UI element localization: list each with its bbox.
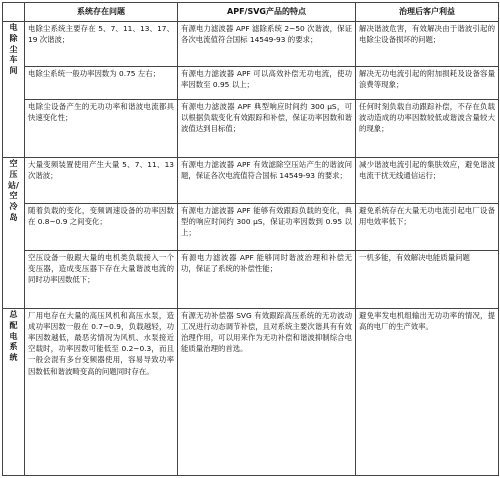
- feature-cell: 有源电力滤波器 APF 典型响应时间约 300 μS，可以根据负载变化有效跟踪和补偿，保证功率因数和谐波值达到目标值；: [178, 100, 356, 158]
- benefit-cell: 一机多能，有效解决电能质量问题: [356, 251, 499, 309]
- table-row: [3, 158, 499, 204]
- header-features: APF/SVG产品的特点: [178, 3, 356, 22]
- header-benefits: 治理后客户利益: [356, 3, 499, 22]
- problem-cell: 厂用电存在大量的高压风机和高压水泵，造成功率因数一般在 0.7~0.9，负载越轻，功率因数越低，最恶劣情况为风机、水泵接近空载时，功率因数可能低至 0.2~0.3，而且一般会混有多台变频器使用，容易导致功率因数低和谐波畸变高的问题同时存在。: [25, 309, 178, 476]
- header-problems: 系统存在问题: [25, 3, 178, 22]
- header-category: [3, 3, 25, 22]
- benefit-cell: 避免系统存在大量无功电流引起电厂设备用电效率低下；: [356, 204, 499, 251]
- category-air-compressor: 空压站/空冷岛: [3, 158, 25, 309]
- feature-cell: 有源电力滤波器 APF 能够同时谐波治理和补偿无功，保证了系统的补偿性能；: [178, 251, 356, 309]
- feature-cell: 有源电力滤波器 APF 有效滤除空压站产生的谐波问题，保证各次电流值符合国标 14549-93 的要求；: [178, 158, 356, 204]
- category-main-distribution: 总配电系统: [3, 309, 25, 476]
- comparison-table: [2, 2, 499, 476]
- table-row: [3, 67, 499, 100]
- feature-cell: 有源电力滤波器 APF 可以高效补偿无功电流，使功率因数至 0.95 以上；: [178, 67, 356, 100]
- benefit-cell: 解决谐波危害，有效解决由于谐波引起的电除尘设备损坏的问题；: [356, 22, 499, 67]
- feature-cell: 有源电力滤波器 APF 滤除系统 2~50 次谐波，保证各次电流值符合国标 14549-93 的要求；: [178, 22, 356, 67]
- table-row: [3, 309, 499, 476]
- problem-cell: 电除尘系统一般功率因数为 0.75 左右；: [25, 67, 178, 100]
- problem-cell: 空压设备一般跟大量的电机类负载接入一个变压器，造成变压器下存在大量谐波电流的同时功率因数低下；: [25, 251, 178, 309]
- category-dust-removal: 电除尘车间: [3, 22, 25, 158]
- benefit-cell: 任何时刻负载自动跟踪补偿，不存在负载波动造成的功率因数较低或谐波含量较大的现象；: [356, 100, 499, 158]
- table-row: [3, 22, 499, 67]
- feature-cell: 有源无功补偿器 SVG 有效跟踪高压系统的无功波动工况进行动态调节补偿，且对系统主要次谐具有有效治理作用，可以用来作为无功补偿和谐波抑制综合电能质量治理的首选。: [178, 309, 356, 476]
- problem-cell: 电除尘设备产生的无功功率和谐波电流都具快速变化性；: [25, 100, 178, 158]
- problem-cell: 大量变频装置使用产生大量 5、7、11、13 次谐波；: [25, 158, 178, 204]
- table-row: [3, 100, 499, 158]
- benefit-cell: 减少谐波电流引起的集肤效应，避免谐波电流干扰无线通信运行；: [356, 158, 499, 204]
- table-row: [3, 204, 499, 251]
- table-header-row: [3, 3, 499, 22]
- problem-cell: 电除尘系统主要存在 5、7、11、13、17、19 次谐波；: [25, 22, 178, 67]
- problem-cell: 随着负载的变化，变频调速设备的功率因数在 0.8~0.9 之间变化；: [25, 204, 178, 251]
- benefit-cell: 解决无功电流引起的附加损耗及设备容量浪费等现象；: [356, 67, 499, 100]
- table-row: [3, 251, 499, 309]
- benefit-cell: 避免率发电机组输出无功功率的情况，提高的电厂的生产效率。: [356, 309, 499, 476]
- feature-cell: 有源电力滤波器 APF 能够有效跟踪负载的变化，典型的响应时间约 300 μS，保证功率因数到 0.95 以上；: [178, 204, 356, 251]
